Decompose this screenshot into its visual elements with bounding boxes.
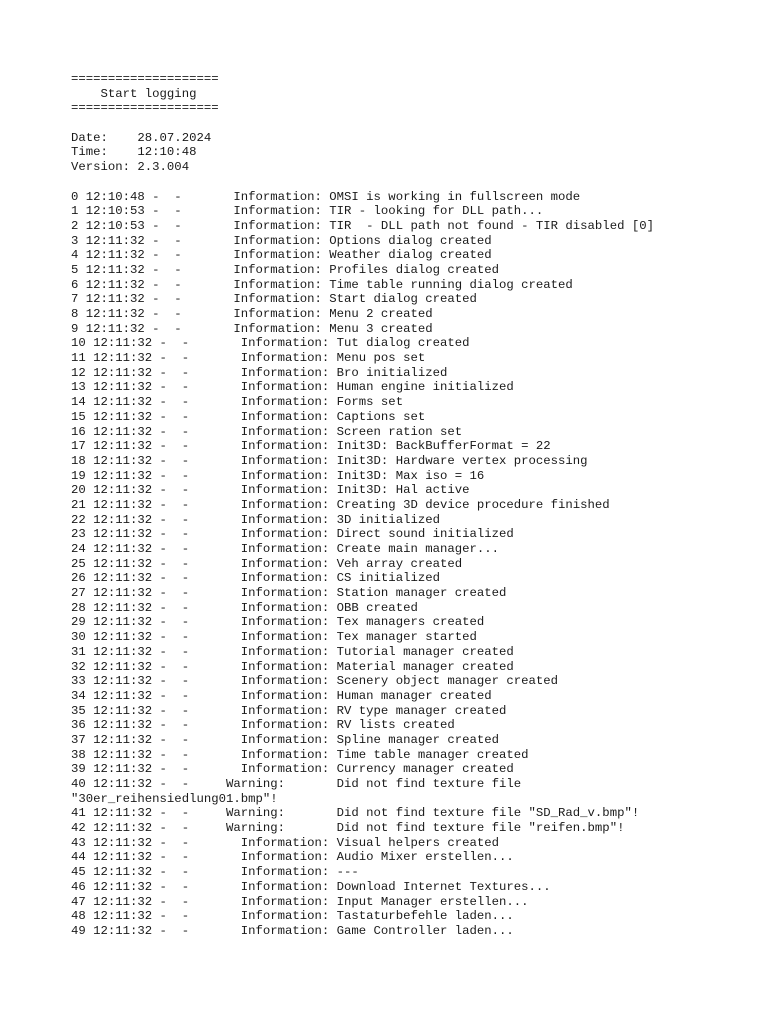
log-entry: 23 12:11:32 - - Information: Direct sound initialized — [71, 527, 514, 542]
log-document — [71, 72, 761, 939]
log-entry: 39 12:11:32 - - Information: Currency manager created — [71, 762, 514, 777]
log-entry: 43 12:11:32 - - Information: Visual helpers created — [71, 835, 500, 850]
log-entry: 28 12:11:32 - - Information: OBB created — [71, 600, 418, 615]
log-entry: 34 12:11:32 - - Information: Human manager created — [71, 688, 492, 703]
log-entry: 29 12:11:32 - - Information: Tex managers created — [71, 615, 485, 630]
log-entry: 15 12:11:32 - - Information: Captions set — [71, 409, 426, 424]
log-entry: 7 12:11:32 - - Information: Start dialog created — [71, 292, 477, 307]
log-entry: 12 12:11:32 - - Information: Bro initialized — [71, 365, 448, 380]
header-rule-bottom: ==================== — [71, 101, 219, 116]
log-entry: 47 12:11:32 - - Information: Input Manager erstellen... — [71, 894, 529, 909]
log-entry: 26 12:11:32 - - Information: CS initialized — [71, 571, 440, 586]
log-entry: 17 12:11:32 - - Information: Init3D: BackBufferFormat = 22 — [71, 439, 551, 454]
log-entry: 4 12:11:32 - - Information: Weather dialog created — [71, 248, 492, 263]
log-entry: 45 12:11:32 - - Information: --- — [71, 865, 359, 880]
log-entry: 40 12:11:32 - - Warning: Did not find texture file — [71, 777, 522, 791]
log-entry: 1 12:10:53 - - Information: TIR - looking for DLL path... — [71, 204, 544, 219]
log-entry: 2 12:10:53 - - Information: TIR - DLL path not found - TIR disabled [0] — [71, 218, 654, 233]
blank-line — [71, 175, 761, 190]
log-entry: 44 12:11:32 - - Information: Audio Mixer erstellen... — [71, 850, 514, 865]
log-entry: 5 12:11:32 - - Information: Profiles dialog created — [71, 262, 500, 277]
log-entry: 33 12:11:32 - - Information: Scenery object manager created — [71, 674, 559, 689]
log-entry: 30 12:11:32 - - Information: Tex manager started — [71, 630, 477, 645]
time-line: Time: 12:10:48 — [71, 145, 197, 160]
log-entry: 16 12:11:32 - - Information: Screen ration set — [71, 424, 463, 439]
log-entry: 42 12:11:32 - - Warning: Did not find texture file "reifen.bmp"! — [71, 821, 625, 836]
log-entry: 11 12:11:32 - - Information: Menu pos set — [71, 351, 426, 366]
blank-line — [71, 116, 761, 131]
log-entry: 32 12:11:32 - - Information: Material manager created — [71, 659, 514, 674]
log-entry: 49 12:11:32 - - Information: Game Controller laden... — [71, 923, 514, 938]
log-entry: 14 12:11:32 - - Information: Forms set — [71, 395, 404, 410]
log-entry: 20 12:11:32 - - Information: Init3D: Hal active — [71, 483, 470, 498]
log-entry: 18 12:11:32 - - Information: Init3D: Hardware vertex processing — [71, 453, 588, 468]
log-entry: 24 12:11:32 - - Information: Create main manager... — [71, 542, 500, 556]
log-entry: 9 12:11:32 - - Information: Menu 3 created — [71, 321, 433, 336]
log-entry: 36 12:11:32 - - Information: RV lists created — [71, 718, 455, 733]
date-line: Date: 28.07.2024 — [71, 130, 212, 145]
log-entry: 38 12:11:32 - - Information: Time table manager created — [71, 747, 529, 762]
log-entry: 22 12:11:32 - - Information: 3D initialized — [71, 512, 440, 527]
header-rule-top: ==================== — [71, 72, 219, 86]
log-entry: 13 12:11:32 - - Information: Human engine initialized — [71, 380, 514, 395]
log-entry: 46 12:11:32 - - Information: Download Internet Textures... — [71, 879, 551, 894]
log-entries — [71, 190, 761, 939]
log-entry: 21 12:11:32 - - Information: Creating 3D device procedure finished — [71, 497, 610, 512]
log-entry: 37 12:11:32 - - Information: Spline manager created — [71, 732, 500, 747]
log-entry: 35 12:11:32 - - Information: RV type manager created — [71, 703, 507, 718]
log-entry: 31 12:11:32 - - Information: Tutorial manager created — [71, 644, 514, 659]
log-entry: 25 12:11:32 - - Information: Veh array created — [71, 556, 463, 571]
log-entry: 8 12:11:32 - - Information: Menu 2 created — [71, 307, 433, 321]
log-entry: 27 12:11:32 - - Information: Station manager created — [71, 586, 507, 601]
log-entry: 10 12:11:32 - - Information: Tut dialog created — [71, 336, 470, 351]
log-entry: 3 12:11:32 - - Information: Options dialog created — [71, 233, 492, 248]
log-entry: "30er_reihensiedlung01.bmp"! — [71, 791, 278, 806]
header-title: Start logging — [71, 86, 197, 101]
log-entry: 6 12:11:32 - - Information: Time table running dialog created — [71, 277, 573, 292]
version-line: Version: 2.3.004 — [71, 160, 190, 175]
log-entry: 41 12:11:32 - - Warning: Did not find texture file "SD_Rad_v.bmp"! — [71, 806, 640, 821]
log-entry: 19 12:11:32 - - Information: Init3D: Max iso = 16 — [71, 468, 485, 483]
log-entry: 0 12:10:48 - - Information: OMSI is working in fullscreen mode — [71, 189, 581, 204]
log-entry: 48 12:11:32 - - Information: Tastaturbefehle laden... — [71, 909, 514, 924]
